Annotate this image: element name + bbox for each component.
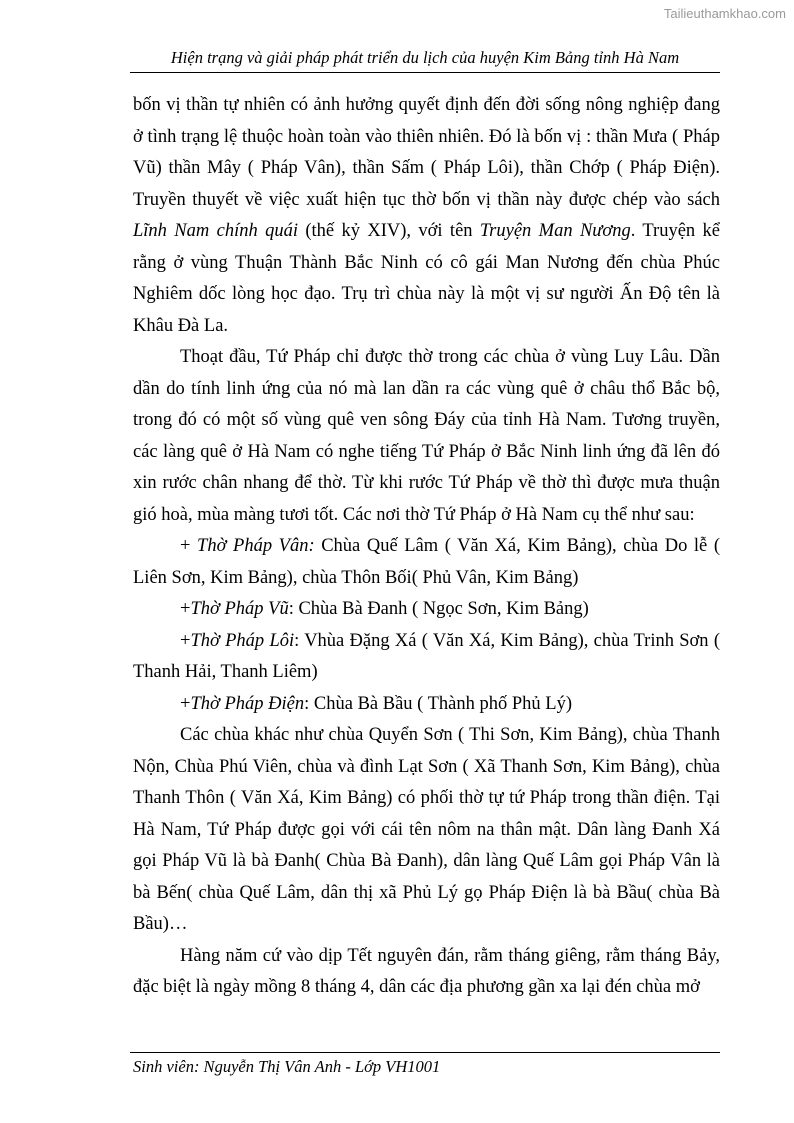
paragraph-1 <box>133 90 720 342</box>
list-item-text: : Vhùa Đặng Xá ( Văn Xá, Kim Bảng), chùa Trinh Sơn ( Thanh Hải, Thanh Liêm) <box>133 630 720 682</box>
p1-text-b: (thế kỷ XIV), với tên <box>297 221 480 241</box>
watermark: Tailieuthamkhao.com <box>663 6 786 21</box>
story-title: Truyện Man Nương <box>479 221 631 241</box>
page-header <box>130 48 720 73</box>
page-footer <box>133 1057 440 1077</box>
list-item-label: Thờ Pháp Vân: <box>197 536 315 556</box>
paragraph-3: Các chùa khác như chùa Quyển Sơn ( Thi Sơn, Kim Bảng), chùa Thanh Nộn, Chùa Phú Viên, chùa và đình Lạt Sơn ( Xã Thanh Sơn, Kim Bảng), chùa Thanh Thôn ( Văn Xá, Kim Bảng) có phối thờ tự tứ Pháp trong thần điện. Tại Hà Nam, Tứ Pháp được gọi với cái tên nôm na thân mật. Dân làng Đanh Xá gọi Pháp Vũ là bà Đanh( Chùa Bà Đanh), dân làng Quế Lâm gọi Pháp Vân là bà Bến( chùa Quế Lâm, dân thị xã Phủ Lý gọ Pháp Điện là bà Bầu( chùa Bà Bầu)… <box>133 725 720 934</box>
list-item-prefix: + <box>180 599 191 619</box>
list-item-label: Thờ Pháp Vũ <box>190 599 289 619</box>
list-item-prefix: + <box>180 630 191 651</box>
header-title: Hiện trạng và giải pháp phát triển du lịch của huyện Kim Bảng tỉnh Hà Nam <box>170 48 680 67</box>
list-item-label: Thờ Pháp Lôi <box>190 630 295 651</box>
list-item-text: : Chùa Bà Bầu ( Thành phố Phủ Lý) <box>304 693 573 714</box>
book-title: Lĩnh Nam chính quái <box>133 221 298 241</box>
p1-text-a: bốn vị thần tự nhiên có ảnh hưởng quyết định đến đời sống nông nghiệp đang ở tình trạng lệ thuộc hoàn toàn vào thiên nhiên. Đó là bốn vị : thần Mưa ( Pháp Vũ) thần Mây ( Pháp Vân), thần Sấm ( Pháp Lôi), thần Chớp ( Pháp Điện). Truyền thuyết về việc xuất hiện tục thờ bốn vị thần này được chép vào sách <box>133 95 720 210</box>
list-item-prefix: + <box>180 693 191 714</box>
list-item-text: : Chùa Bà Đanh ( Ngọc Sơn, Kim Bảng) <box>288 599 589 619</box>
footer-rule <box>130 1052 720 1053</box>
list-item <box>133 531 720 594</box>
footer-text: Sinh viên: Nguyễn Thị Vân Anh - Lớp VH1001 <box>133 1057 441 1076</box>
list-item <box>133 689 720 721</box>
paragraph-4: Hàng năm cứ vào dịp Tết nguyên đán, rằm tháng giêng, rằm tháng Bảy, đặc biệt là ngày mồng 8 tháng 4, dân các địa phương gần xa lại đén chùa mở <box>133 945 720 997</box>
document-body <box>133 90 720 1004</box>
p1-text-c: . Truyện kể rằng ở vùng Thuận Thành Bắc Ninh có cô gái Man Nương đến chùa Phúc Nghiêm dốc lòng học đạo. Trụ trì chùa này là một vị sư người Ấn Độ tên là Khâu Đà La. <box>133 221 721 336</box>
list-item-label: Thờ Pháp Điện <box>190 693 305 714</box>
list-item <box>133 626 720 689</box>
list-item <box>133 594 720 626</box>
list-item-text: Chùa Quế Lâm ( Văn Xá, Kim Bảng), chùa Do lễ ( Liên Sơn, Kim Bảng), chùa Thôn Bối( Phủ Vân, Kim Bảng) <box>133 536 721 588</box>
list-item-prefix: + <box>180 536 198 556</box>
paragraph-2: Thoạt đầu, Tứ Pháp chỉ được thờ trong các chùa ở vùng Luy Lâu. Dần dần do tính linh ứng của nó mà lan dần ra các vùng quê ở châu thổ Bắc bộ, trong đó có một số vùng quê ven sông Đáy của tỉnh Hà Nam. Tương truyền, các làng quê ở Hà Nam có nghe tiếng Tứ Pháp ở Bắc Ninh linh ứng đã lên đó xin rước chân nhang để thờ. Từ khi rước Tứ Pháp về thờ thì được mưa thuận gió hoà, mùa màng tươi tốt. Các nơi thờ Tứ Pháp ở Hà Nam cụ thể như sau: <box>133 347 720 525</box>
